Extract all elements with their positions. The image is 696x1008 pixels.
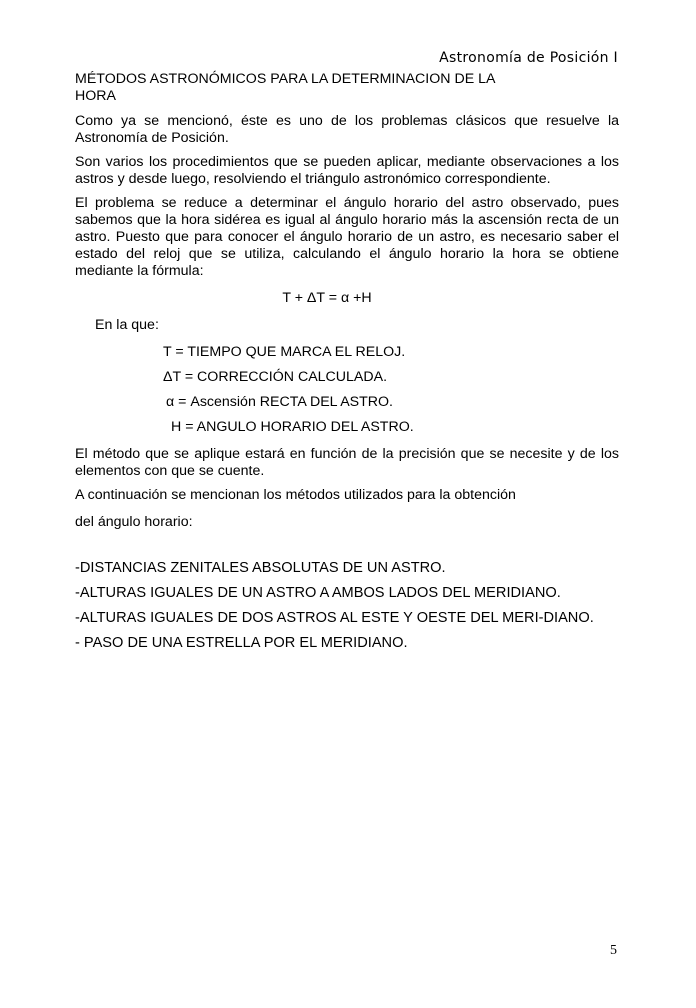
definition-item: T = TIEMPO QUE MARCA EL RELOJ. [163, 344, 406, 360]
methods-list [75, 560, 619, 652]
paragraph: El método que se aplique estará en función de la precisión que se necesite y de los elementos con que se cuente. [75, 446, 619, 479]
running-header: Astronomía de Posición I [439, 50, 618, 66]
definitions-list [75, 344, 619, 436]
time-formula: T + ΔT = α +H [282, 290, 372, 306]
definitions-intro: En la que: [95, 317, 159, 333]
method-item: -ALTURAS IGUALES DE DOS ASTROS AL ESTE Y OESTE DEL MERI-DIANO. [75, 610, 594, 626]
method-item: -DISTANCIAS ZENITALES ABSOLUTAS DE UN ASTRO. [75, 560, 446, 576]
method-item: -ALTURAS IGUALES DE UN ASTRO A AMBOS LADOS DEL MERIDIANO. [75, 585, 561, 601]
method-item: - PASO DE UNA ESTRELLA POR EL MERIDIANO. [75, 635, 408, 651]
page-content [75, 71, 619, 660]
paragraph: El problema se reduce a determinar el ángulo horario del astro observado, pues sabemos que la hora sidérea es igual al ángulo horario más la ascensión recta de un astro. Puesto que para conocer el ángulo horario de un astro, es necesario saber el estado del reloj que se utiliza, calculando el ángulo horario la hora se obtiene mediante la fórmula: [75, 195, 619, 279]
paragraph: A continuación se mencionan los métodos utilizados para la obtención [75, 487, 516, 503]
definition-item: ΔT = CORRECCIÓN CALCULADA. [163, 369, 388, 385]
page-number: 5 [610, 943, 617, 958]
section-title: MÉTODOS ASTRONÓMICOS PARA LA DETERMINACION DE LA HORA [75, 71, 495, 104]
definition-item: H = ANGULO HORARIO DEL ASTRO. [171, 419, 414, 435]
paragraph: Son varios los procedimientos que se pueden aplicar, mediante observaciones a los astros y desde luego, resolviendo el triángulo astronómico correspondiente. [75, 154, 619, 187]
definition-item: α = Ascensión RECTA DEL ASTRO. [166, 394, 394, 410]
paragraph: del ángulo horario: [75, 514, 193, 530]
paragraph: Como ya se mencionó, éste es uno de los problemas clásicos que resuelve la Astronomía de Posición. [75, 113, 619, 146]
spacer [75, 538, 619, 560]
